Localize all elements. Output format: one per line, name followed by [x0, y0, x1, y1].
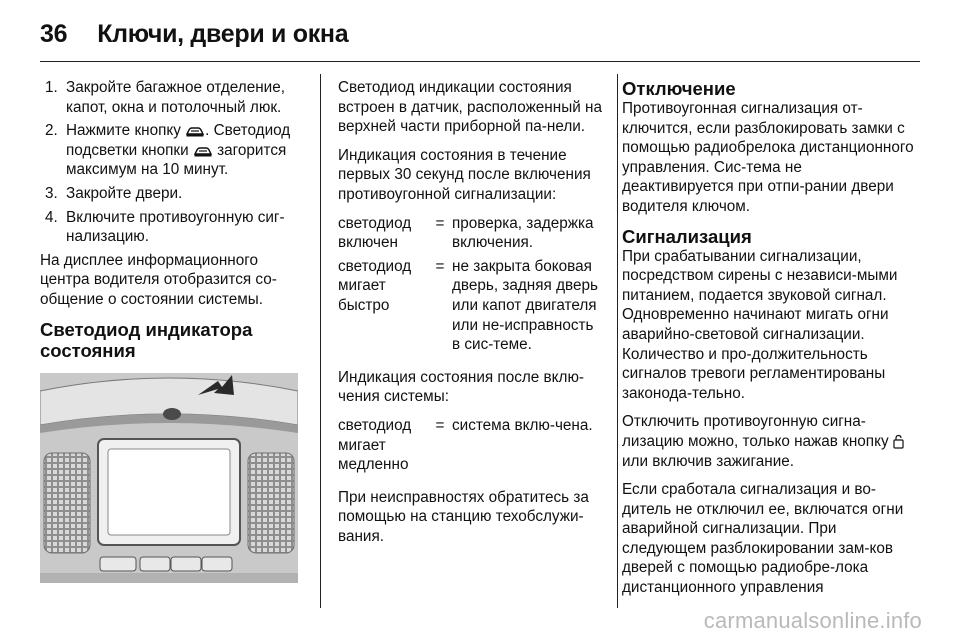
- alarm-paragraph: При срабатывании сигнализации, посредством сирены с независи-мыми питанием, подается звуковой сигнал. Одновременно начинают мигать огни аварийно-световой сигнализации. Количество и про-должительность сигналов тревоги регламентированы законода-тельно.: [622, 247, 898, 402]
- table-row: светодиод мигает медленно = система вклю-чена.: [338, 416, 593, 474]
- column-2: [338, 78, 604, 555]
- first30-paragraph: Индикация состояния в течение первых 30 секунд после включения противоугонной сигнализации:: [338, 146, 591, 203]
- dashboard-figure: [40, 373, 298, 583]
- page-header: [40, 18, 348, 50]
- led-builtin-paragraph: Светодиод индикации состояния встроен в датчик, расположенный на верхней части приборной па-нели.: [338, 79, 602, 136]
- service-paragraph: При неисправностях обратитесь за помощью на станцию техобслужи-вания.: [338, 488, 589, 545]
- step-text: загорится максимум на 10 минут.: [66, 141, 287, 179]
- step-text: Закройте двери.: [66, 184, 183, 202]
- disable-paragraph: Отключить противоугонную сигна-лизацию можно, только нажав кнопку или включив зажигание.: [622, 412, 914, 471]
- off-paragraph: Противоугонная сигнализация от-ключится, если разблокировать замки с помощью радиобрелока дистанционного управления. Сис-тема не деактивируется при отпи-рании двери водителя ключом.: [622, 100, 914, 215]
- list-item: 1. Закройте багажное отделение, капот, окна и потолочный люк.: [45, 79, 285, 116]
- status-table-2: [338, 416, 604, 479]
- table-row: светодиод включен = проверка, задержка включения.: [338, 214, 594, 252]
- table-row: светодиод мигает быстро = не закрыта боковая дверь, задняя дверь или капот двигателя или не-исправность в сис-теме.: [338, 257, 598, 354]
- column-divider-2: [617, 74, 618, 608]
- column-1: [40, 78, 308, 583]
- step-text: . Светодиод подсветки кнопки: [66, 122, 291, 159]
- step-text: Включите противоугонную сиг-нализацию.: [66, 208, 285, 246]
- step-text: Закройте багажное отделение, капот, окна и потолочный люк.: [66, 79, 285, 116]
- page-number: 36: [40, 19, 68, 48]
- list-item: 2. Нажмите кнопку . Светодиод подсветки кнопки загорится максимум на 10 минут.: [45, 122, 291, 179]
- list-item: 3. Закройте двери.: [45, 184, 183, 202]
- step-text: Нажмите кнопку: [66, 122, 181, 140]
- chapter-title: Ключи, двери и окна: [97, 19, 349, 48]
- watermark: carmanualsonline.info: [703, 608, 922, 633]
- remote-unlock-icon: [893, 433, 904, 450]
- triggered-paragraph: Если сработала сигнализация и во-дитель не отключил ее, включатся огни аварийной сигнализации. При следующем разблокировании зам-ков дверей с помощью радиобре-лока дистанционного управления: [622, 481, 904, 597]
- display-paragraph: На дисплее информационного центра водителя отобразится со-общение о состоянии системы.: [40, 251, 277, 308]
- header-divider: [40, 61, 920, 62]
- status-table-1: [338, 214, 604, 359]
- section-heading-alarm: Сигнализация: [622, 225, 752, 247]
- section-heading-led: Светодиод индикатора состояния: [40, 318, 253, 361]
- after-paragraph: Индикация состояния после вклю-чения системы:: [338, 368, 585, 406]
- section-heading-off: Отключение: [622, 78, 736, 99]
- list-item: 4. Включите противоугонную сиг-нализацию.: [45, 208, 285, 246]
- car-alarm-icon: [193, 142, 213, 159]
- steps-list: [40, 78, 308, 247]
- car-alarm-icon: [185, 122, 205, 139]
- column-divider-1: [320, 74, 321, 608]
- column-3: [622, 78, 914, 607]
